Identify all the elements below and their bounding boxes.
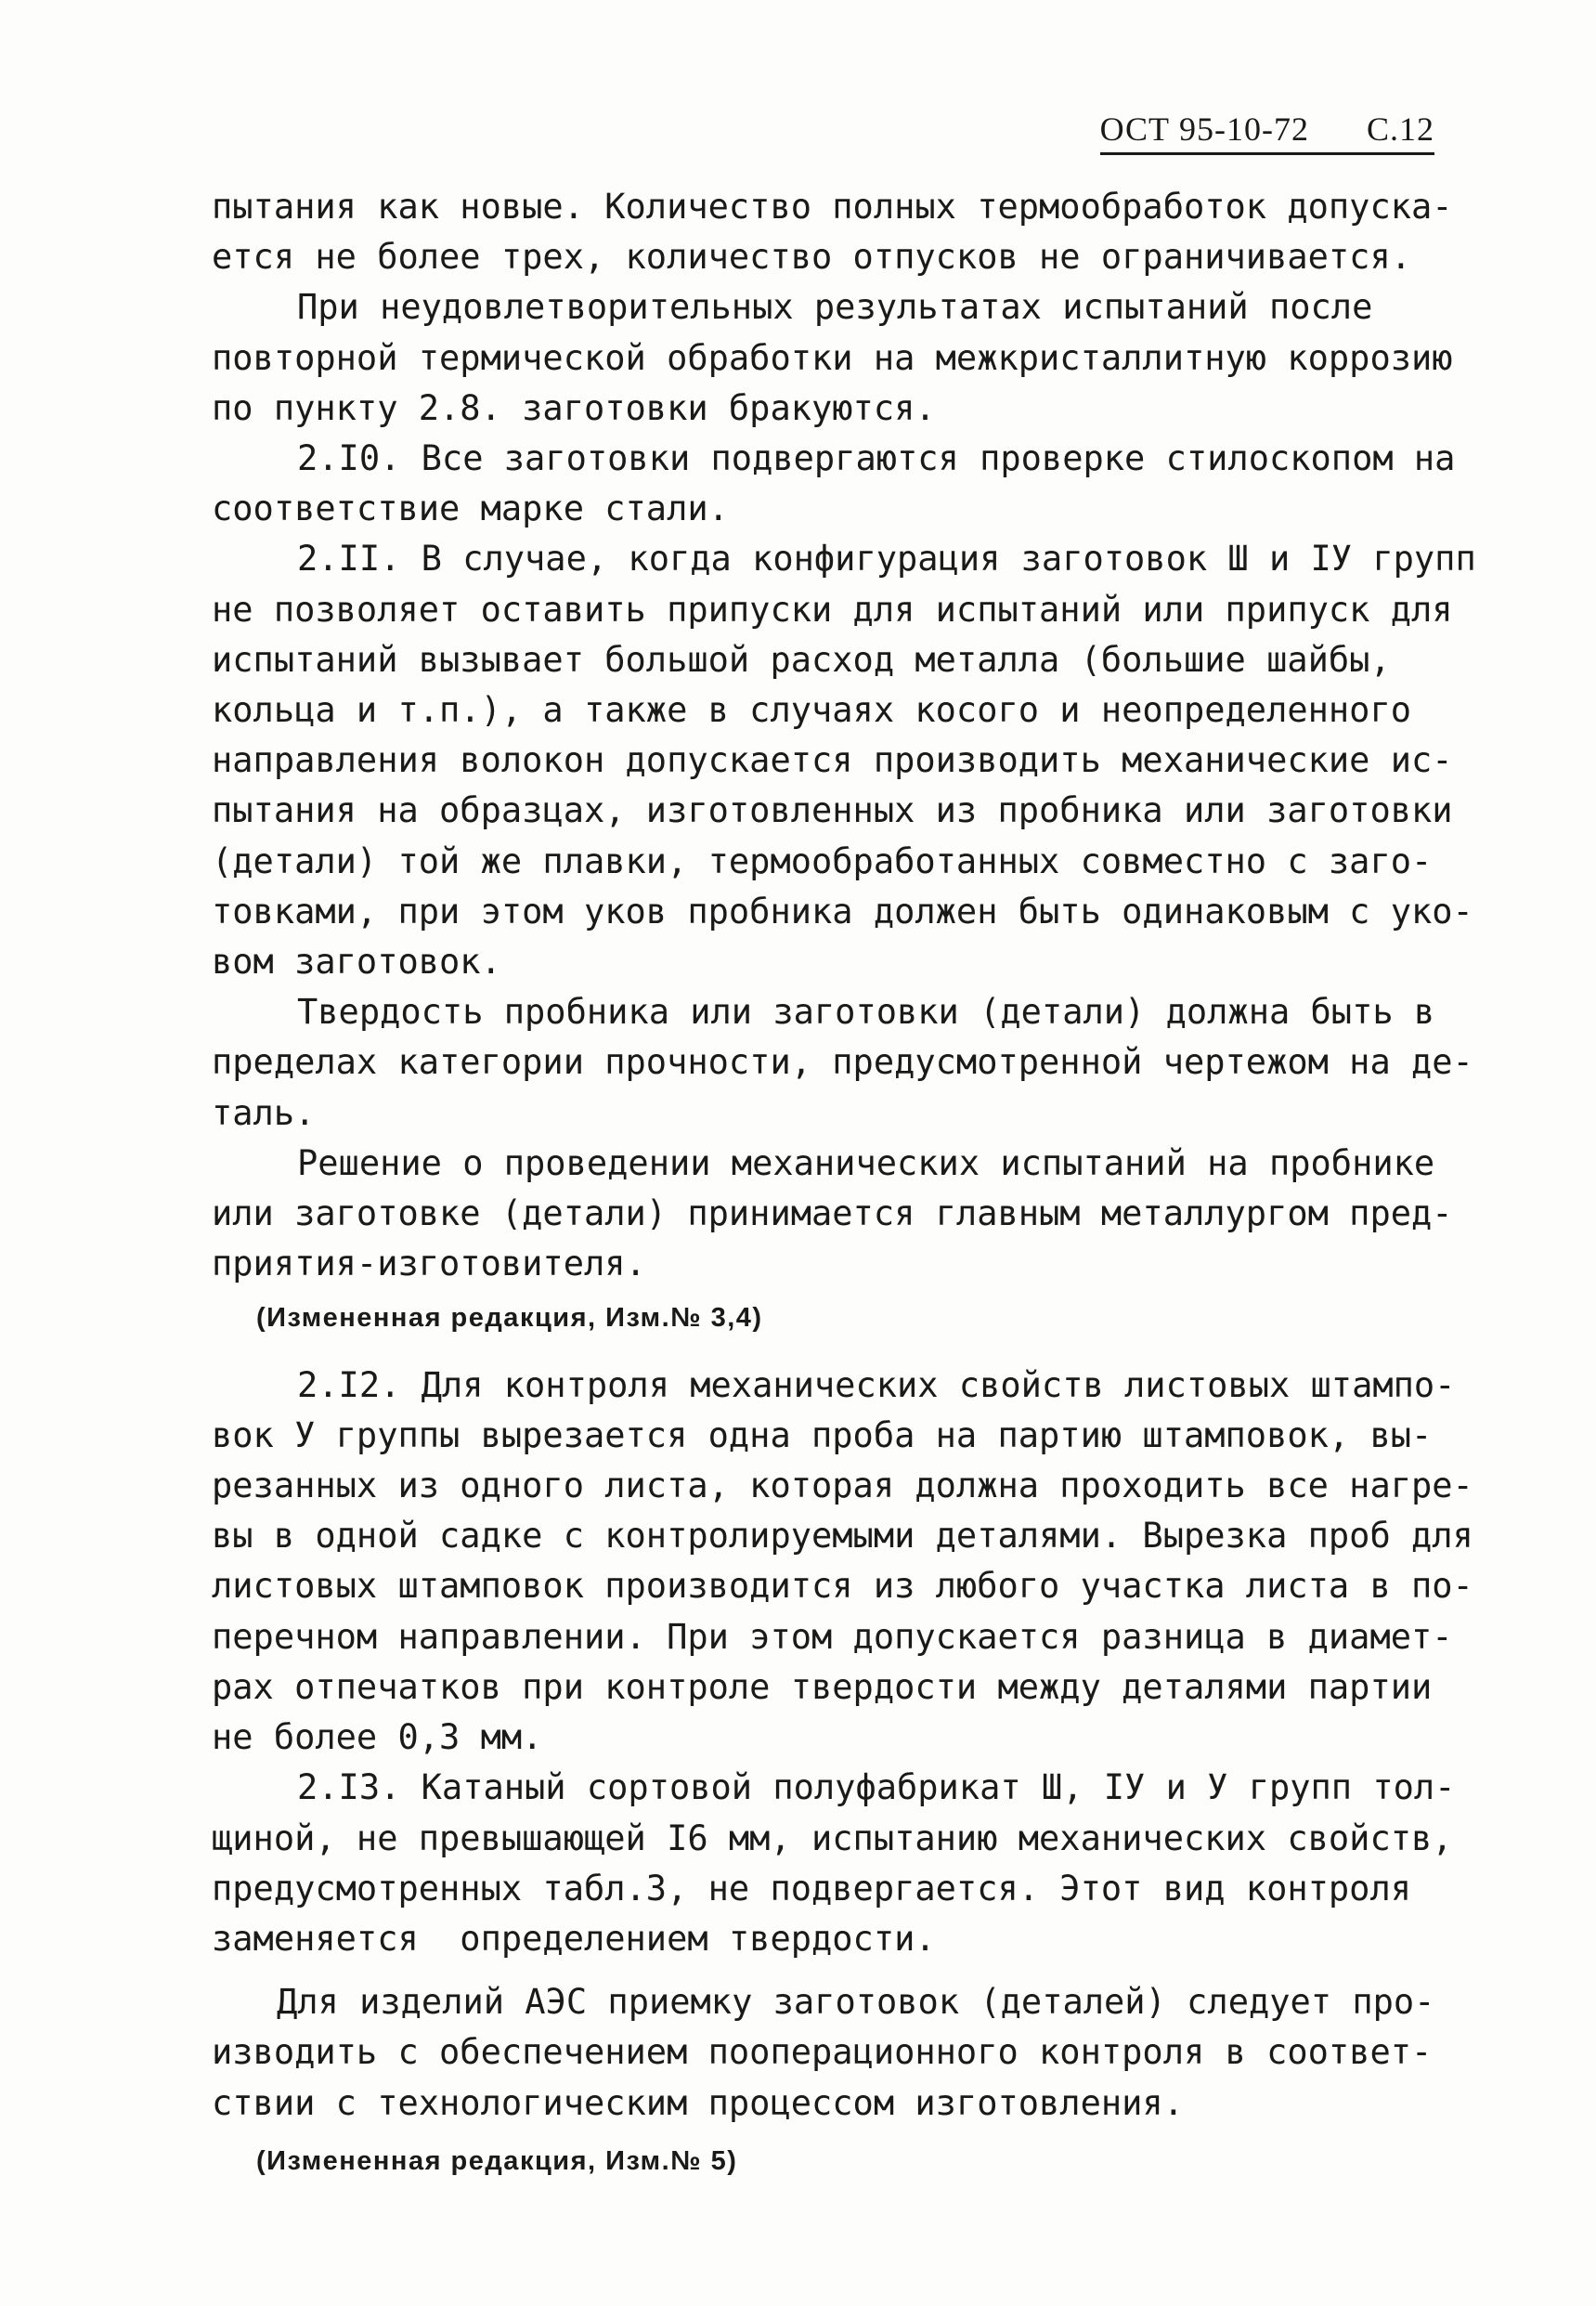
document-body [212, 182, 1493, 2186]
text-line: Твердость пробника или заготовки (детали) должна быть в [297, 992, 1435, 1033]
text-line: листовых штамповок производится из любого участка листа в по- [212, 1566, 1473, 1607]
text-line: рах отпечатков при контроле твердости между деталями партии [212, 1666, 1433, 1707]
text-line: 2.I2. Для контроля механических свойств листовых штампо- [297, 1364, 1456, 1405]
paragraph-retest [212, 282, 1493, 434]
text-line: направления волокон допускается производить механические ис- [212, 740, 1453, 781]
text-line: 2.I3. Катаный сортовой полуфабрикат Ш, IУ и У групп тол- [297, 1767, 1456, 1808]
paragraph-npp [212, 1977, 1493, 2129]
text-line: вом заготовок. [212, 942, 501, 983]
text-line: соответствие марке стали. [212, 489, 729, 529]
text-line: щиной, не превышающей I6 мм, испытанию механических свойств, [212, 1817, 1453, 1858]
text-line: приятия-изготовителя. [212, 1244, 646, 1284]
text-line: не более 0,3 мм. [212, 1717, 543, 1758]
text-line: вы в одной садке с контролируемыми деталями. Вырезка проб для [212, 1516, 1473, 1557]
revision-note: (Измененная редакция, Изм.№ 5) [256, 2145, 738, 2176]
text-line: 2.II. В случае, когда конфигурация заготовок Ш и IУ групп [297, 539, 1476, 580]
revision-note: (Измененная редакция, Изм.№ 3,4) [256, 1303, 763, 1334]
page-header [1100, 110, 1434, 155]
clause-2-11 [212, 534, 1493, 987]
text-line: товками, при этом уков пробника должен быть одинаковым с уко- [212, 891, 1473, 932]
page-number: С.12 [1366, 111, 1434, 148]
text-line: испытаний вызывает большой расход металла (большие шайбы, [212, 639, 1391, 680]
spacer [212, 1964, 1493, 1977]
text-line: Для изделий АЭС приемку заготовок (деталей) следует про- [277, 1982, 1435, 2023]
text-line: пытания как новые. Количество полных термообработок допуска- [212, 187, 1453, 227]
text-line: таль. [212, 1092, 316, 1133]
text-line: перечном направлении. При этом допускается разница в диамет- [212, 1616, 1453, 1657]
text-line: предусмотренных табл.3, не подвергается. Этот вид контроля [212, 1868, 1412, 1909]
text-line: При неудовлетворительных результатах испытаний после [297, 287, 1373, 328]
text-line: (детали) той же плавки, термообработанных совместно с заго- [212, 840, 1433, 881]
text-line: кольца и т.п.), а также в случаях косого и неопределенного [212, 690, 1412, 731]
paragraph-decision [212, 1139, 1493, 1290]
text-line: резанных из одного листа, которая должна проходить все нагре- [212, 1466, 1473, 1506]
paragraph-hardness [212, 987, 1493, 1139]
standard-code: ОСТ 95-10-72 [1099, 111, 1309, 148]
text-line: вок У группы вырезается одна проба на партию штамповок, вы- [212, 1414, 1433, 1455]
text-line: повторной термической обработки на межкристаллитную коррозию [212, 337, 1453, 378]
paragraph-continuation [212, 182, 1493, 282]
text-line: Решение о проведении механических испытаний на пробнике [297, 1142, 1435, 1183]
text-line: ствии с технологическим процессом изготовления. [212, 2082, 1184, 2123]
text-line: не позволяет оставить припуски для испытаний или припуск для [212, 589, 1453, 630]
text-line: пытания на образцах, изготовленных из пробника или заготовки [212, 790, 1453, 831]
text-line: изводить с обеспечением пооперационного контроля в соответ- [212, 2032, 1433, 2073]
text-line: заменяется определением твердости. [212, 1918, 936, 1959]
text-line: ется не более трех, количество отпусков не ограничивается. [212, 237, 1412, 278]
clause-2-10 [212, 434, 1493, 534]
clause-2-12 [212, 1361, 1493, 1764]
text-line: 2.I0. Все заготовки подвергаются проверке стилоскопом на [297, 438, 1456, 479]
clause-2-13 [212, 1763, 1493, 1964]
text-line: пределах категории прочности, предусмотренной чертежом на де- [212, 1042, 1473, 1083]
text-line: по пункту 2.8. заготовки бракуются. [212, 387, 936, 428]
text-line: или заготовке (детали) принимается главным металлургом пред- [212, 1193, 1453, 1234]
